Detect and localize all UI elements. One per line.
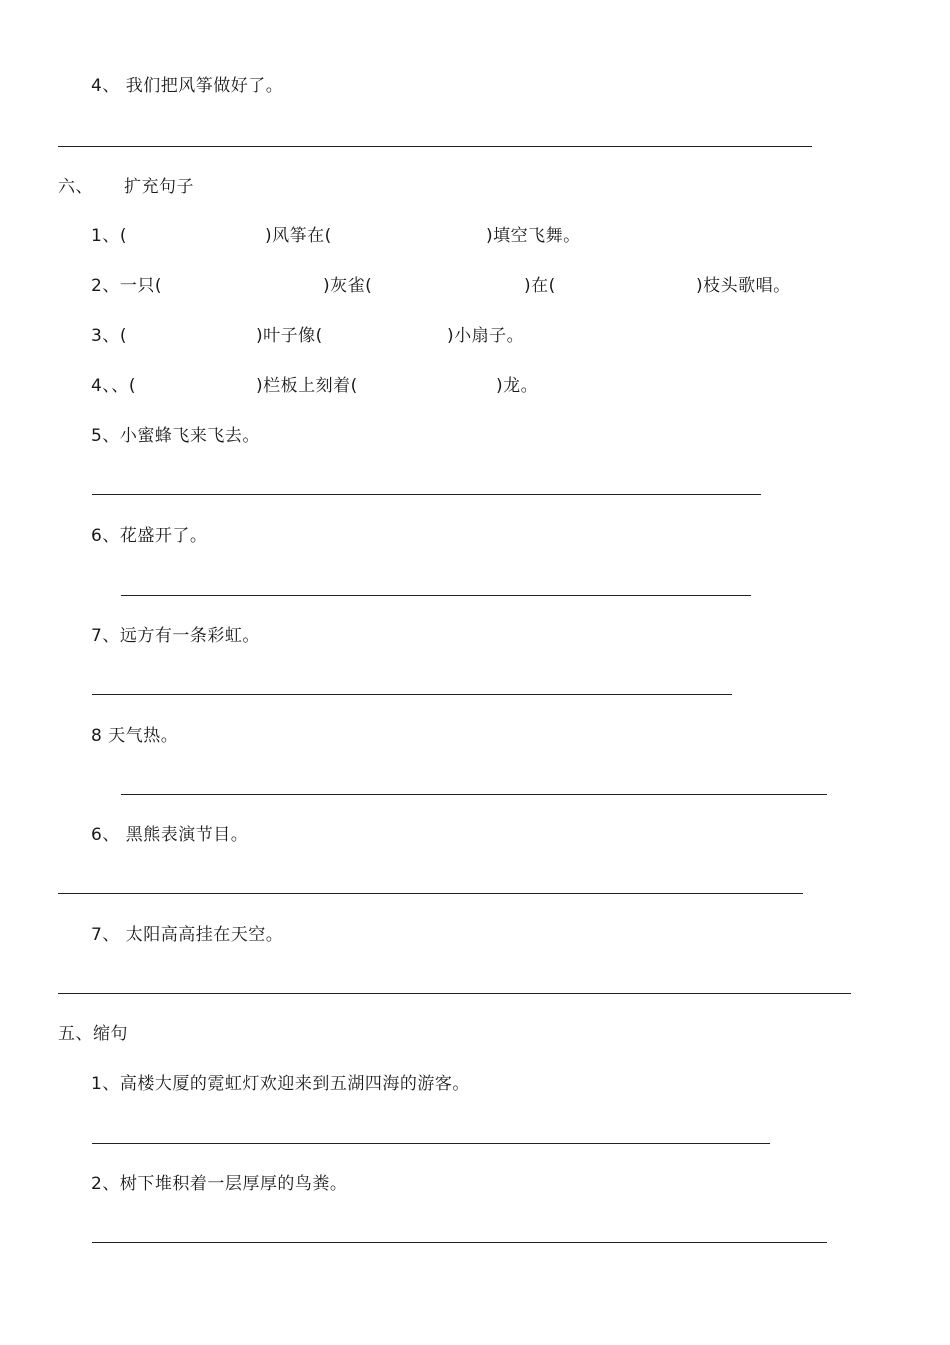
expand-1-part-c: )填空飞舞。 xyxy=(486,226,581,246)
expand-4-part-c: )龙。 xyxy=(496,376,539,396)
expand-2-part-b: )灰雀( xyxy=(323,276,373,296)
expand-7-text: 7、远方有一条彩虹。 xyxy=(91,626,260,646)
answer-line-expand-10[interactable] xyxy=(58,993,851,994)
expand-3-part-b: )叶子像( xyxy=(256,326,323,346)
answer-line-expand-6[interactable] xyxy=(121,595,751,596)
expand-2-part-c: )在( xyxy=(524,276,556,296)
expand-1-part-b: )风筝在( xyxy=(265,226,332,246)
answer-line-expand-9[interactable] xyxy=(58,893,803,894)
expand-5-text: 5、小蜜蜂飞来飞去。 xyxy=(91,426,260,446)
answer-line-expand-8[interactable] xyxy=(121,794,827,795)
answer-line-shrink-1[interactable] xyxy=(92,1143,770,1144)
answer-line-expand-5[interactable] xyxy=(92,494,761,495)
expand-4-part-b: )栏板上刻着( xyxy=(256,376,358,396)
question-4-text: 4、 我们把风筝做好了。 xyxy=(91,76,284,96)
expand-6-text: 6、花盛开了。 xyxy=(91,526,208,546)
expand-10-text: 7、 太阳高高挂在天空。 xyxy=(91,925,284,945)
expand-3-part-c: )小扇子。 xyxy=(447,326,525,346)
shrink-2-text: 2、树下堆积着一层厚厚的鸟粪。 xyxy=(91,1174,348,1194)
section-6-title: 扩充句子 xyxy=(124,177,194,197)
answer-line-shrink-2[interactable] xyxy=(92,1242,827,1243)
section-6-number: 六、 xyxy=(58,177,93,197)
expand-9-text: 6、 黑熊表演节目。 xyxy=(91,825,249,845)
shrink-1-text: 1、高楼大厦的霓虹灯欢迎来到五湖四海的游客。 xyxy=(91,1074,470,1094)
answer-line-q4[interactable] xyxy=(58,146,812,147)
section-5-title: 五、缩句 xyxy=(58,1024,128,1044)
answer-line-expand-7[interactable] xyxy=(92,694,732,695)
expand-4-part-a: 4、、( xyxy=(91,376,136,396)
expand-2-part-d: )枝头歌唱。 xyxy=(696,276,791,296)
expand-2-part-a: 2、一只( xyxy=(91,276,162,296)
expand-1-part-a: 1、( xyxy=(91,226,127,246)
expand-8-text: 8 天气热。 xyxy=(91,726,179,746)
expand-3-part-a: 3、( xyxy=(91,326,127,346)
